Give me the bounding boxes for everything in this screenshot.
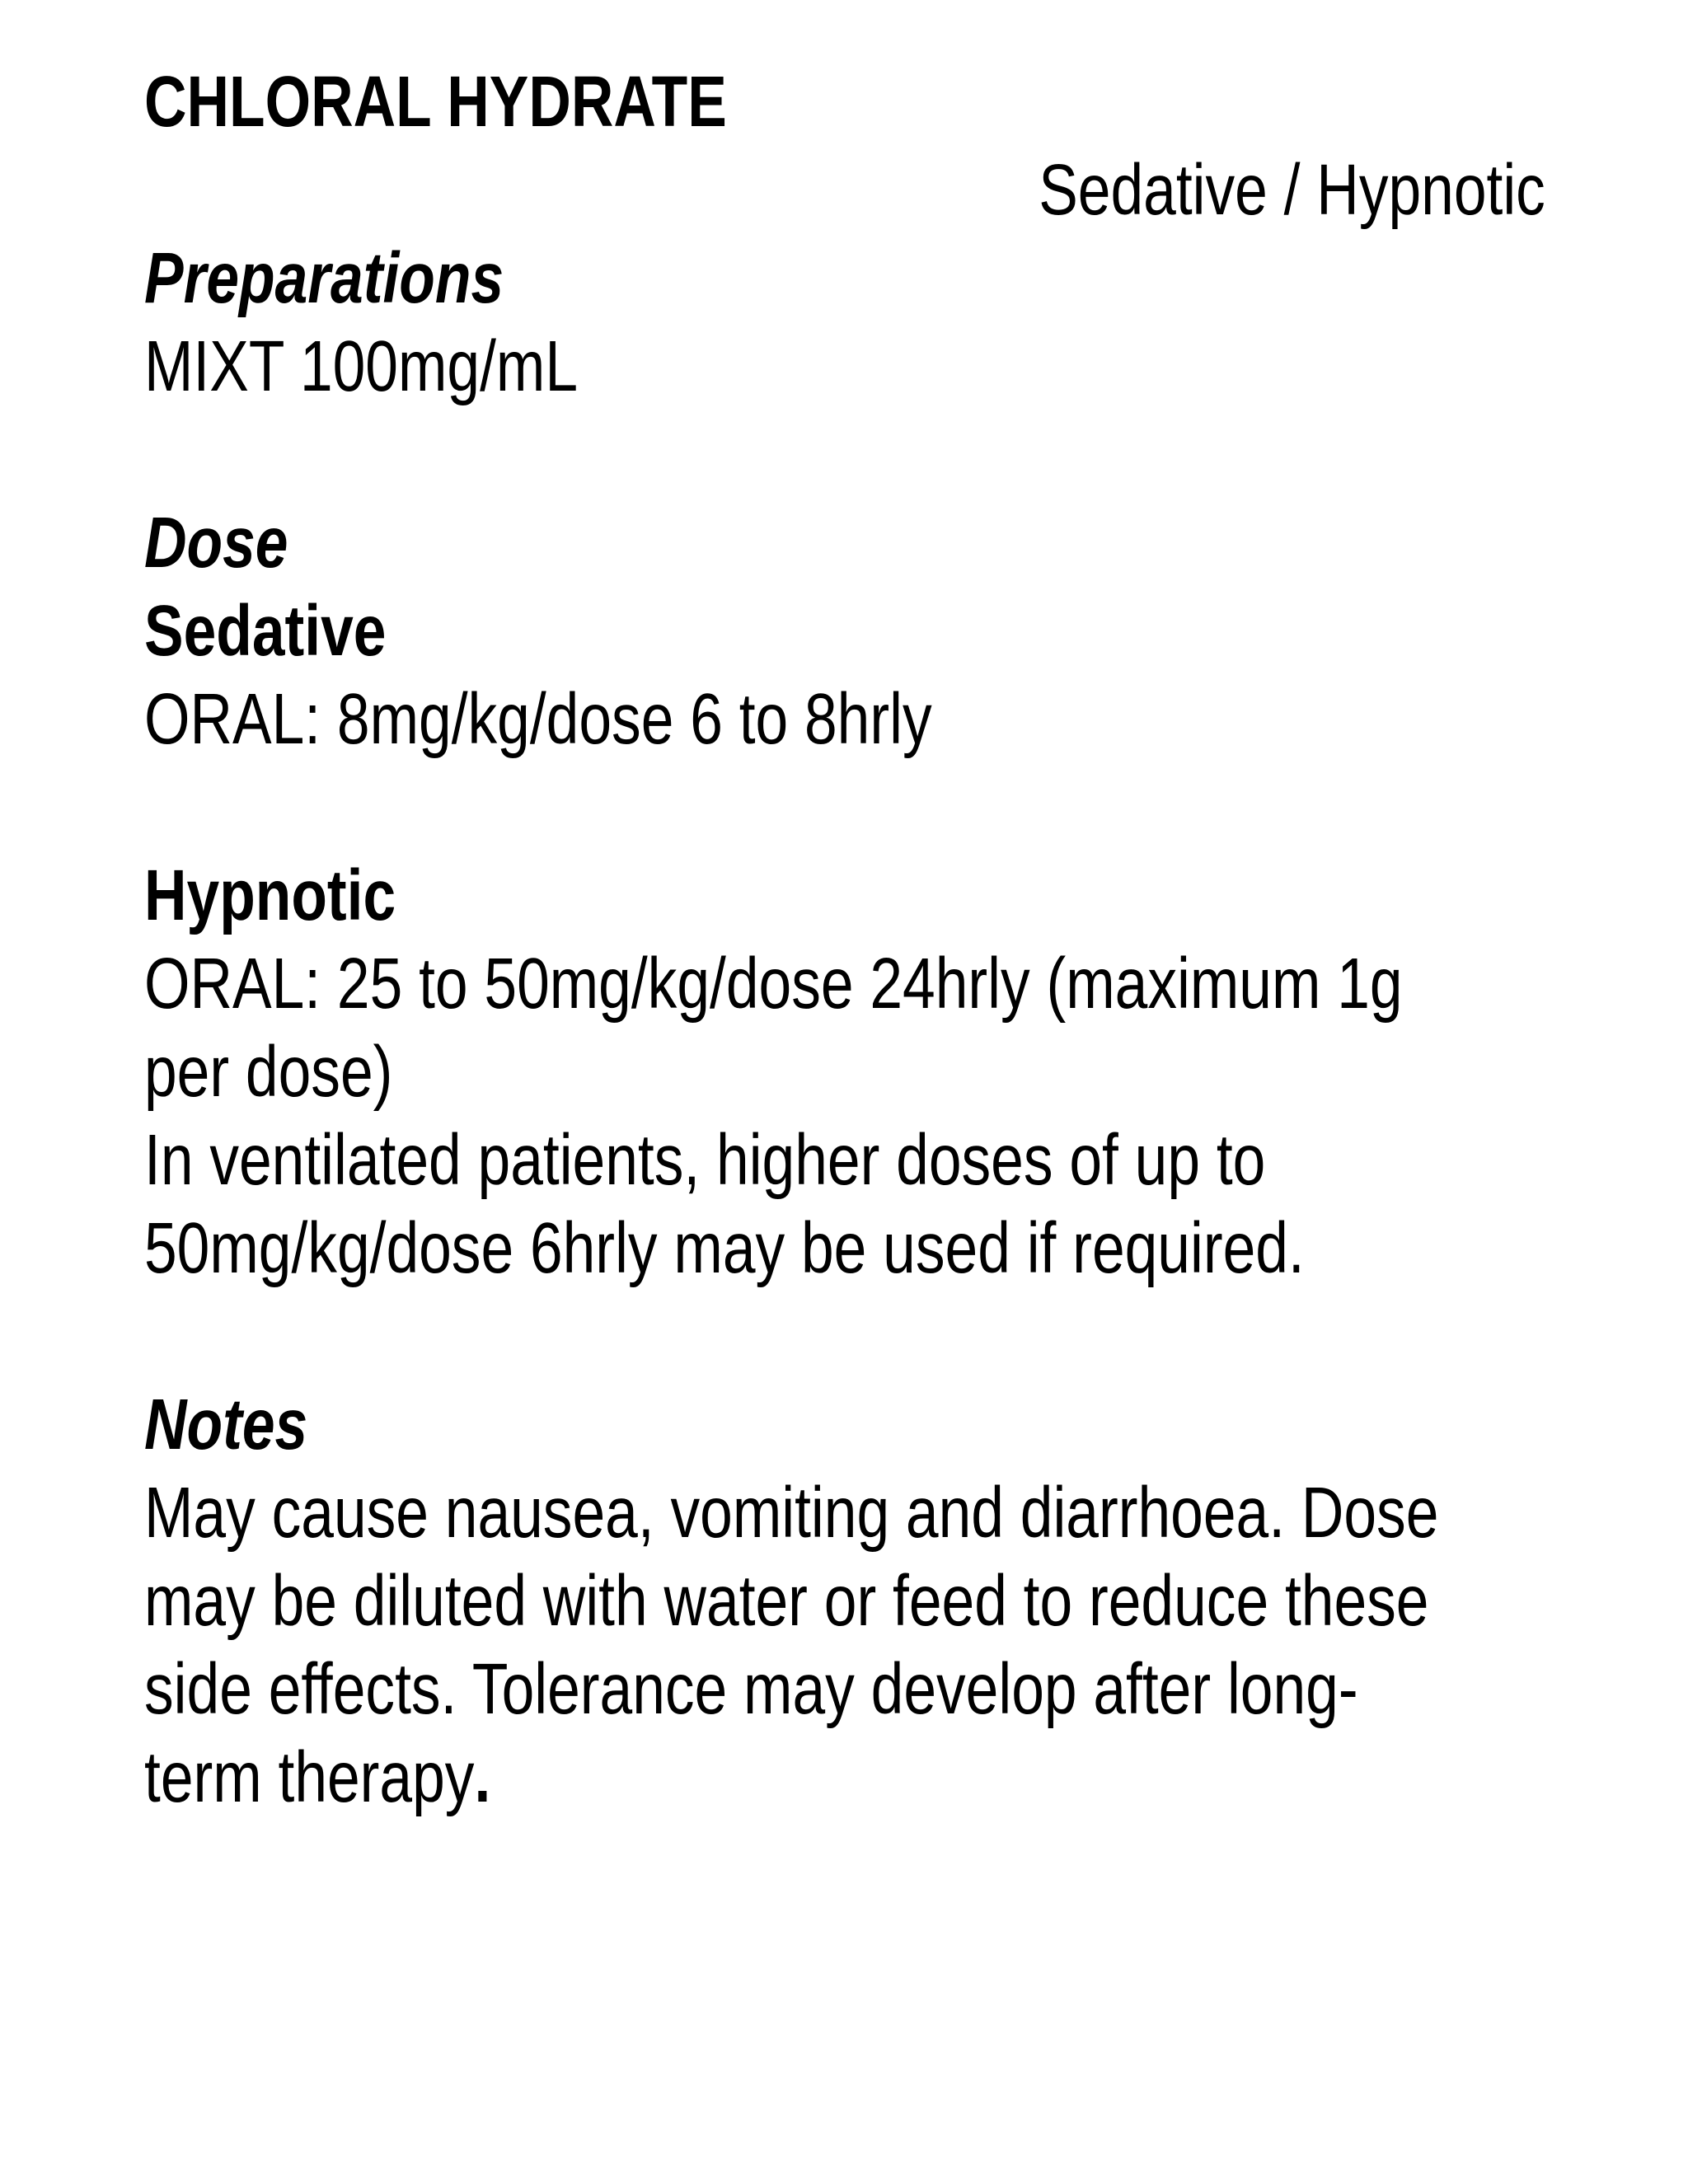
notes-line: side effects. Tolerance may develop after long- [144,1649,1358,1729]
section-spacer [144,1292,1545,1380]
monograph-page [144,58,1545,1821]
notes-line: May cause nausea, vomiting and diarrhoea. Dose [144,1473,1439,1553]
dose-heading: Dose [144,503,288,583]
section-spacer [144,410,1545,499]
monograph-content [144,58,1545,1821]
hypnotic-dose-line: 50mg/kg/dose 6hrly may be used if required. [144,1208,1305,1288]
drug-title: CHLORAL HYDRATE [144,62,727,142]
sedative-heading: Sedative [144,591,387,671]
notes-last-line [144,1733,1545,1821]
hypnotic-dose-line: In ventilated patients, higher doses of up to [144,1120,1266,1200]
notes-final-period: . [474,1737,491,1817]
hypnotic-dose-line: per dose) [144,1032,393,1112]
preparations-heading: Preparations [144,238,504,318]
notes-heading: Notes [144,1385,308,1465]
drug-category: Sedative / Hypnotic [1039,150,1545,230]
preparation-item: MIXT 100mg/mL [144,326,579,406]
notes-line-text: term therapy [144,1737,475,1817]
section-spacer [144,763,1545,851]
hypnotic-heading: Hypnotic [144,855,396,935]
hypnotic-dose-line: ORAL: 25 to 50mg/kg/dose 24hrly (maximum 1g [144,944,1403,1024]
sedative-dose-line: ORAL: 8mg/kg/dose 6 to 8hrly [144,679,932,759]
notes-line: may be diluted with water or feed to reduce these [144,1561,1429,1641]
